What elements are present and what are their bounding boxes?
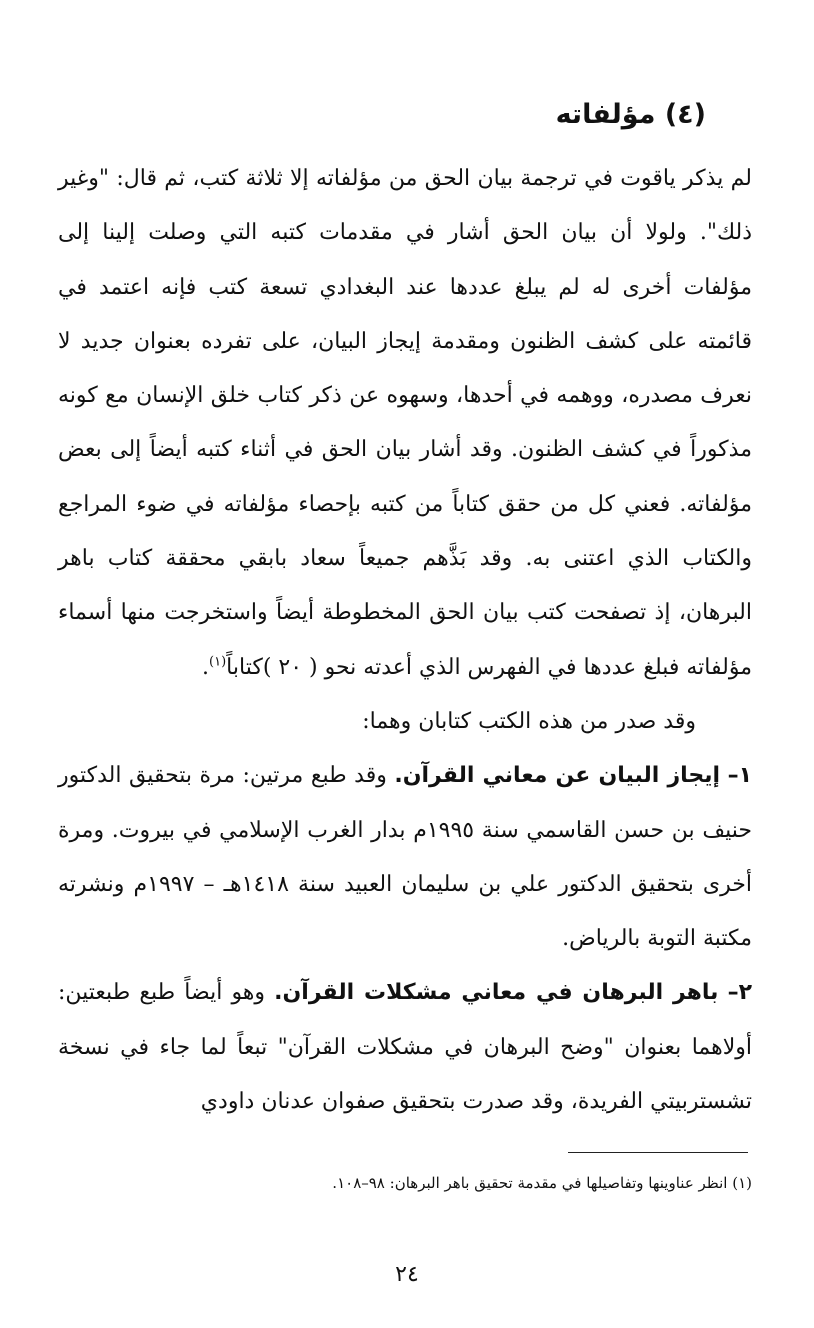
list-item-text: وهو أيضاً طبع طبعتين: أولاهما بعنوان "وضح البرهان في مشكلات القرآن" تبعاً لما جاء في نسخة تشستربيتي الفريدة، وقد صدرت بتحقيق صفوان عدنان داودي xyxy=(58,980,752,1115)
list-item-ijaz xyxy=(58,749,752,966)
list-item-text: وقد طبع مرتين: مرة بتحقيق الدكتور حنيف بن حسن القاسمي سنة ١٩٩٥م بدار الغرب الإسلامي في بيروت. ومرة أخرى بتحقيق الدكتور علي بن سليمان العبيد سنة ١٤١٨هـ – ١٩٩٧م ونشرته مكتبة التوبة بالرياض. xyxy=(58,763,752,952)
section-heading: (٤) مؤلفاته xyxy=(555,99,706,130)
intro-paragraph xyxy=(58,152,752,695)
footnote-separator xyxy=(568,1152,748,1153)
list-item-bahir xyxy=(58,966,752,1129)
list-item-number: ١– xyxy=(727,763,752,789)
list-item-number: ٢– xyxy=(727,980,752,1006)
footnote: (١) انظر عناوينها وتفاصيلها في مقدمة تحقيق باهر البرهان: ٩٨–١٠٨. xyxy=(332,1174,752,1192)
main-text xyxy=(58,152,752,1129)
intro-text: لم يذكر ياقوت في ترجمة بيان الحق من مؤلفاته إلا ثلاثة كتب، ثم قال: "وغير ذلك". ولولا أن بيان الحق أشار في مقدمات كتبه التي وصلت إلينا إلى مؤلفات أخرى له لم يبلغ عددها عند البغدادي تسعة كتب فإنه اعتمد في قائمته على كشف الظنون ومقدمة إيجاز البيان، على تفرده بعنوان جديد لا نعرف مصدره، ووهمه في أحدها، وسهوه عن ذكر كتاب خلق الإنسان مع كونه مذكوراً في كشف الظنون. وقد أشار بيان الحق في أثناء كتبه أيضاً إلى بعض مؤلفاته. فعني كل من حقق كتاباً من كتبه بإحصاء مؤلفاته في ضوء المراجع والكتاب الذي اعتنى به. وقد بَذَّهم جميعاً سعاد بابقي محققة كتاب باهر البرهان، إذ تصفحت كتب بيان الحق المخطوطة أيضاً واستخرجت منها أسماء مؤلفاته فبلغ عددها في الفهرس الذي أعدته نحو ( ٢٠ )كتاباً xyxy=(58,166,752,680)
book-title: إيجاز البيان عن معاني القرآن. xyxy=(394,763,721,789)
page-number: ٢٤ xyxy=(395,1262,419,1287)
intro-end: . xyxy=(202,654,210,680)
book-title: باهر البرهان في معاني مشكلات القرآن. xyxy=(274,980,719,1006)
published-intro-paragraph: وقد صدر من هذه الكتب كتابان وهما: xyxy=(362,708,696,734)
footnote-reference: (١) xyxy=(209,654,227,670)
